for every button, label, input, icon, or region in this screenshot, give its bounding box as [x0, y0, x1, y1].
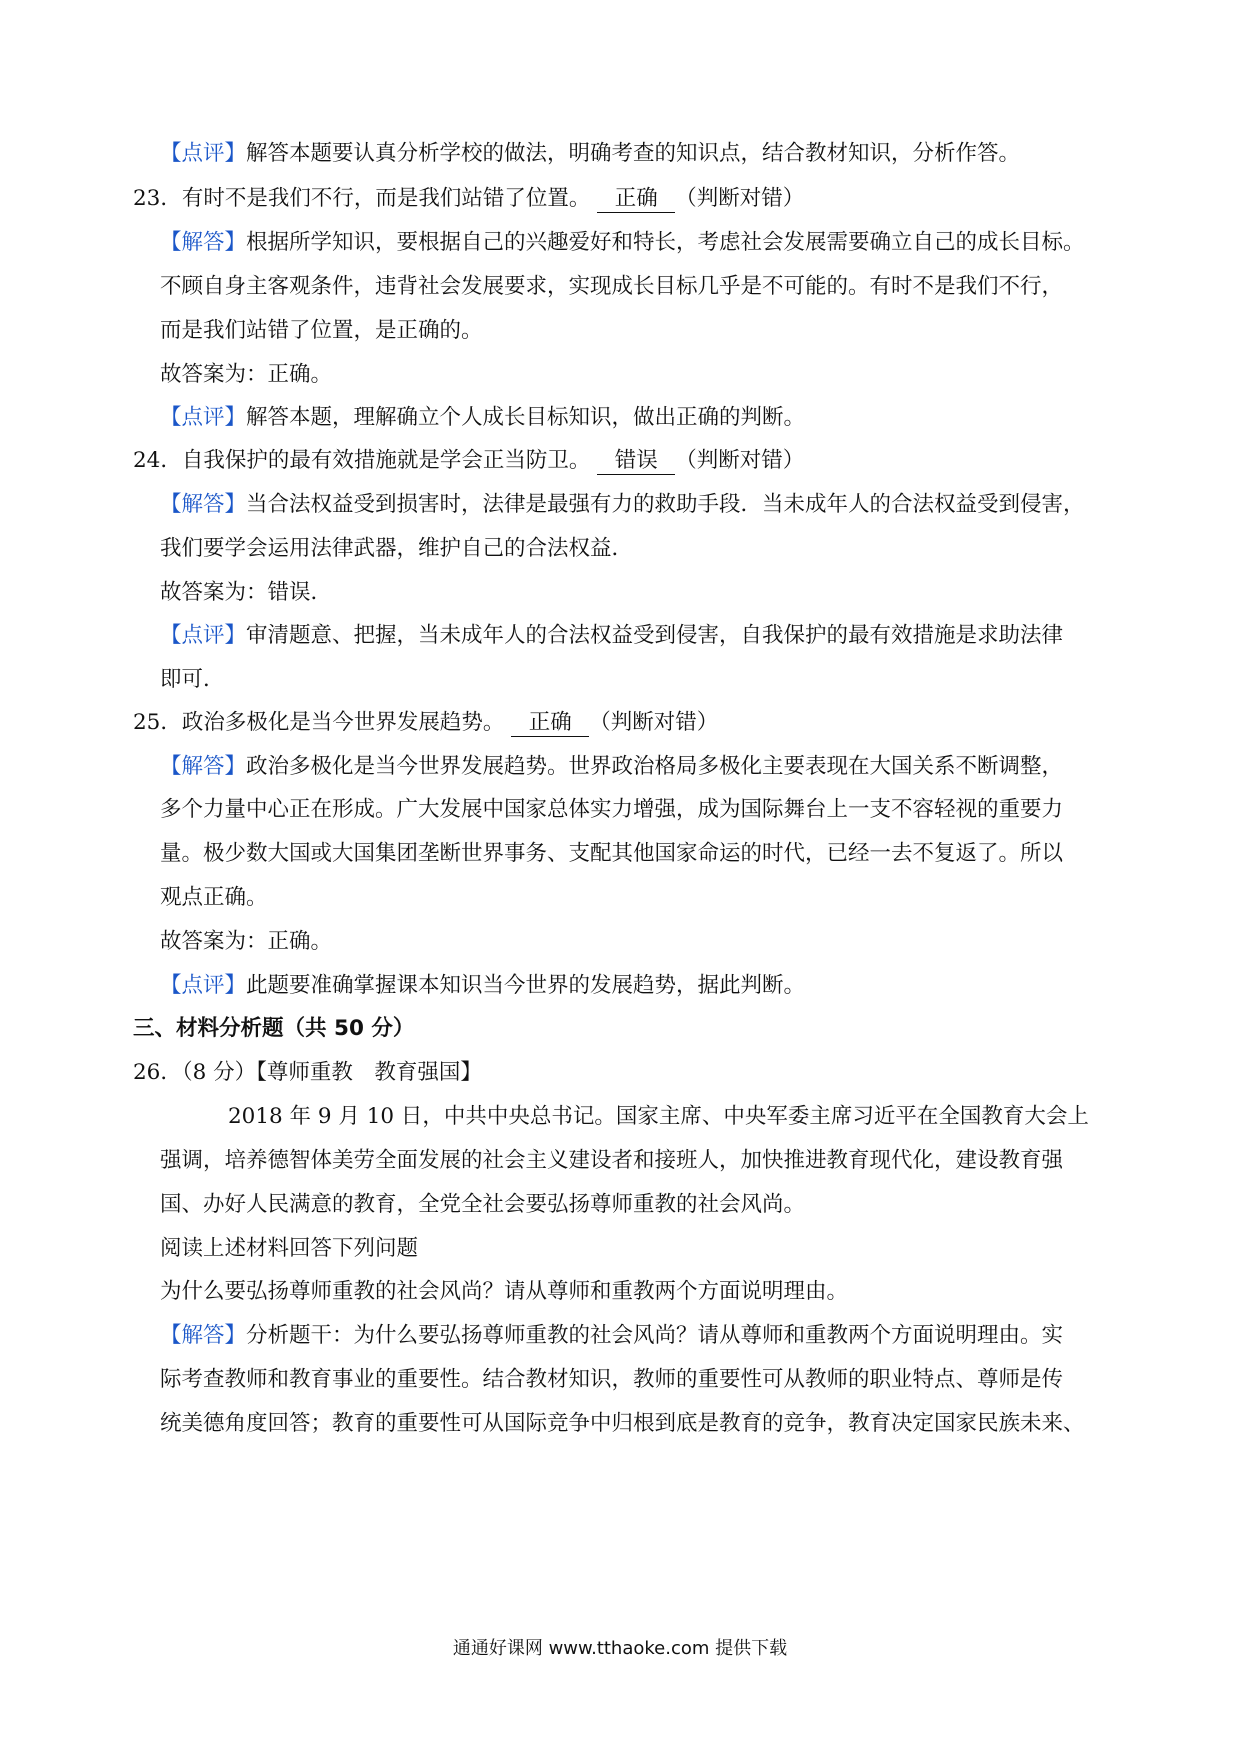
- text-line: 际考查教师和教育事业的重要性。结合教材知识，教师的重要性可从教师的职业特点、尊师是传: [160, 1367, 1064, 1392]
- section-heading: 三、材料分析题（共 50 分）: [133, 1016, 415, 1041]
- text-line: 强调，培养德智体美劳全面发展的社会主义建设者和接班人，加快推进教育现代化，建设教育强: [160, 1148, 1064, 1173]
- text-line: 不顾自身主客观条件，违背社会发展要求，实现成长目标几乎是不可能的。有时不是我们不行，: [160, 274, 1064, 299]
- question-26: 26．（8 分）【尊师重教 教育强国】: [133, 1060, 482, 1085]
- question-24: 24．自我保护的最有效措施就是学会正当防卫。 错误 （判断对错）: [133, 448, 805, 473]
- text-line: 即可．: [160, 667, 225, 692]
- answer-blank: 正确: [597, 186, 675, 213]
- answer-blank: 错误: [597, 448, 675, 475]
- text-line: 量。极少数大国或大国集团垄断世界事务、支配其他国家命运的时代，已经一去不复返了。所以: [160, 841, 1064, 866]
- answer-tag: 【解答】: [160, 754, 247, 779]
- text-line: 故答案为：正确。: [160, 362, 333, 387]
- text-line: 统美德角度回答；教育的重要性可从国际竞争中归根到底是教育的竞争，教育决定国家民族未来、: [160, 1411, 1085, 1436]
- answer-line: 【解答】根据所学知识，要根据自己的兴趣爱好和特长，考虑社会发展需要确立自己的成长目标。: [160, 230, 1085, 255]
- answer-tag: 【解答】: [160, 230, 247, 255]
- text-line: 阅读上述材料回答下列问题: [160, 1236, 419, 1261]
- text-line: 故答案为：正确。: [160, 929, 333, 954]
- comment-line: 【点评】解答本题，理解确立个人成长目标知识，做出正确的判断。: [160, 405, 806, 430]
- answer-tag: 【解答】: [160, 1323, 247, 1348]
- page-footer: 通通好课网 www.tthaoke.com 提供下载: [452, 1638, 788, 1659]
- comment-tag: 【点评】: [160, 141, 247, 166]
- comment-line: 【点评】此题要准确掌握课本知识当今世界的发展趋势，据此判断。: [160, 973, 806, 998]
- answer-tag: 【解答】: [160, 492, 247, 517]
- text-line: 而是我们站错了位置，是正确的。: [160, 318, 483, 343]
- comment-tag: 【点评】: [160, 405, 247, 430]
- answer-line: 【解答】当合法权益受到损害时，法律是最强有力的救助手段．当未成年人的合法权益受到侵害，: [160, 492, 1085, 517]
- comment-tag: 【点评】: [160, 623, 247, 648]
- text-line: 为什么要弘扬尊师重教的社会风尚？请从尊师和重教两个方面说明理由。: [160, 1279, 849, 1304]
- text-line: 观点正确。: [160, 885, 268, 910]
- text-line: 2018 年 9 月 10 日，中共中央总书记。国家主席、中央军委主席习近平在全国教育大会上: [228, 1104, 1089, 1129]
- comment-line: 【点评】审清题意、把握，当未成年人的合法权益受到侵害，自我保护的最有效措施是求助法律: [160, 623, 1064, 648]
- comment-tag: 【点评】: [160, 973, 247, 998]
- text-line: 我们要学会运用法律武器，维护自己的合法权益．: [160, 536, 634, 561]
- answer-blank: 正确: [511, 710, 589, 737]
- text-line: 多个力量中心正在形成。广大发展中国家总体实力增强，成为国际舞台上一支不容轻视的重要力: [160, 797, 1064, 822]
- text-line: 国、办好人民满意的教育，全党全社会要弘扬尊师重教的社会风尚。: [160, 1192, 806, 1217]
- text-line: 故答案为：错误．: [160, 580, 333, 605]
- comment-line: 【点评】解答本题要认真分析学校的做法，明确考查的知识点，结合教材知识，分析作答。: [160, 141, 1021, 166]
- question-25: 25．政治多极化是当今世界发展趋势。 正确 （判断对错）: [133, 710, 719, 735]
- question-23: 23．有时不是我们不行，而是我们站错了位置。 正确 （判断对错）: [133, 186, 805, 211]
- answer-line: 【解答】分析题干：为什么要弘扬尊师重教的社会风尚？请从尊师和重教两个方面说明理由。实: [160, 1323, 1064, 1348]
- answer-line: 【解答】政治多极化是当今世界发展趋势。世界政治格局多极化主要表现在大国关系不断调整，: [160, 754, 1064, 779]
